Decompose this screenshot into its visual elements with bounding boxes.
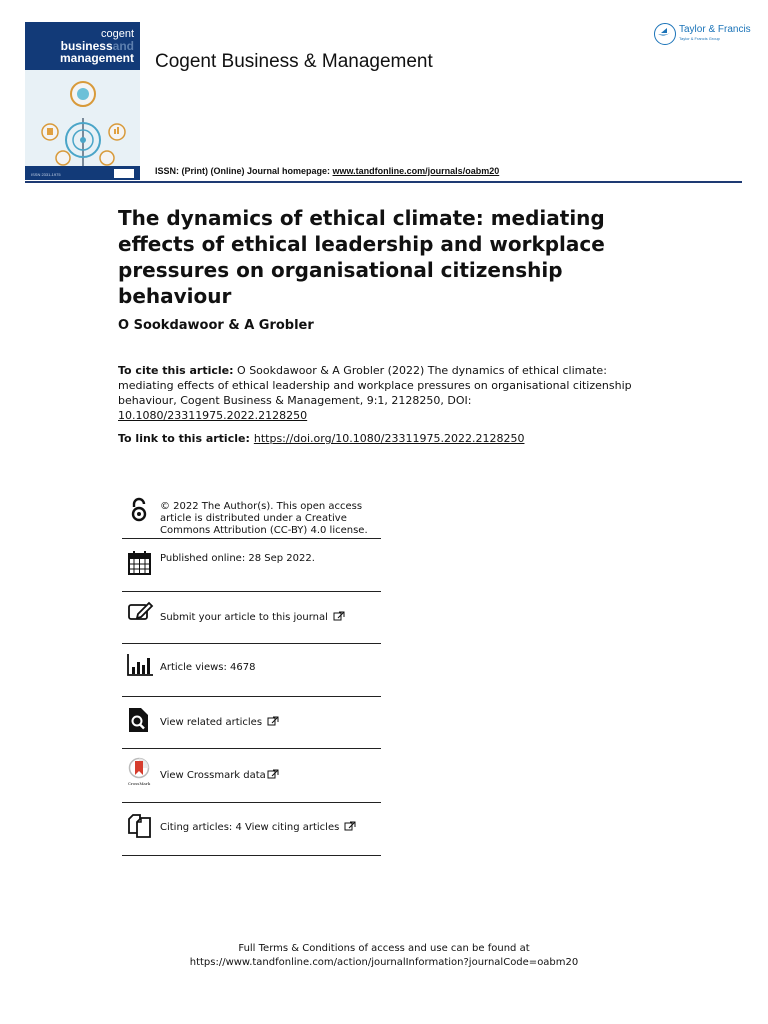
issn-homepage-line [155,166,499,176]
citation-doi-link[interactable]: 10.1080/23311975.2022.2128250 [118,409,308,422]
article-info-list [122,495,381,856]
submit-article-link[interactable] [122,592,381,644]
external-link-icon [267,716,279,726]
cover-title [60,28,134,64]
edit-icon [126,598,154,626]
cover-illustration [25,70,140,172]
cover-footer-band [25,166,140,180]
published-date-text: Published online: 28 Sep 2022. [160,553,315,564]
cover-title-band [25,22,140,70]
article-authors: O Sookdawoor & A Grobler [118,318,314,333]
header-divider [25,181,742,183]
publisher-name: Taylor & Francis [679,24,751,35]
crossmark-caption: CrossMark [127,781,151,786]
calendar-icon [126,549,154,577]
journal-cover-image [25,22,140,180]
journal-homepage-link[interactable]: www.tandfonline.com/journals/oabm20 [332,166,500,176]
submit-article-text: Submit your article to this journal [160,611,345,624]
info-item-license [122,495,381,539]
cover-title-line1: cogent [100,28,134,40]
article-title: The dynamics of ethical climate: mediating effects of ethical leadership and workplace pressures on organisational citizenship behaviour [118,206,605,308]
open-access-icon [126,497,154,525]
info-item-views [122,644,381,697]
citation-text: O Sookdawoor & A Grobler (2022) The dynamics of ethical climate: mediating effects of ethical leadership and workplace pressures on organisational citizenship behaviour, Cogent Business & Management, 9:1, 2128250, DOI: [118,364,632,407]
taylor-francis-logo[interactable] [654,22,751,46]
citation-label: To cite this article: [118,364,234,377]
citing-articles-text: Citing articles: 4 View citing articles [160,821,356,834]
cover-publisher-mark [114,169,134,178]
external-link-icon [333,611,345,621]
taylor-francis-emblem-icon [654,23,676,45]
external-link-icon [344,821,356,831]
search-document-icon [126,706,154,734]
related-articles-link[interactable] [122,697,381,749]
crossmark-icon [126,757,154,785]
article-views-text: Article views: 4678 [160,662,256,673]
citing-articles-icon [126,811,154,839]
related-articles-text: View related articles [160,716,279,729]
license-text: © 2022 The Author(s). This open access article is distributed under a Creative Commons Attribution (CC-BY) 4.0 license. [160,501,368,536]
citation-block [118,363,638,423]
issn-text: ISSN: (Print) (Online) Journal homepage: [155,166,333,176]
terms-footer-url[interactable]: https://www.tandfonline.com/action/journalInformation?journalCode=oabm20 [189,957,579,968]
crossmark-link[interactable] [122,749,381,803]
article-link-label: To link to this article: [118,432,250,445]
article-link-block [118,431,524,446]
cover-issn: ISSN 2331-1975 [31,172,61,177]
bar-chart-icon [126,651,154,679]
citing-articles-link[interactable] [122,803,381,856]
journal-name: Cogent Business & Management [155,51,433,72]
info-item-published [122,539,381,592]
crossmark-text: View Crossmark data [160,769,279,782]
cover-title-line2: businessand [60,39,134,53]
external-link-icon [267,769,279,779]
terms-footer [0,942,768,970]
publisher-group: Taylor & Francis Group [679,36,720,41]
terms-footer-line1: Full Terms & Conditions of access and use can be found at [238,943,530,954]
article-doi-link[interactable]: https://doi.org/10.1080/23311975.2022.2128250 [253,432,525,445]
cover-title-line3: management [59,51,134,65]
